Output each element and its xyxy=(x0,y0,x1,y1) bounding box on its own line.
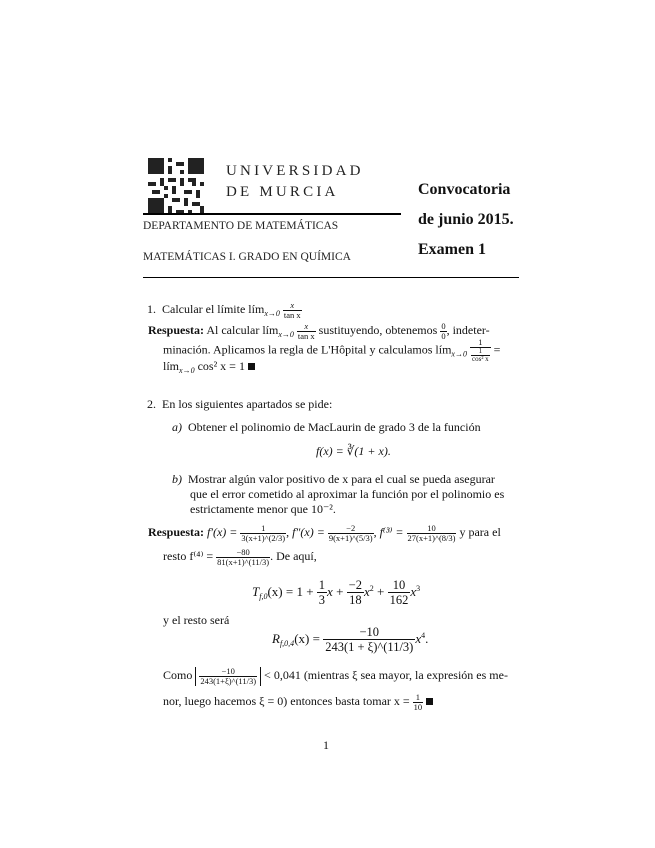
answer-label: Respuesta: xyxy=(148,323,204,338)
first-derivative: $\frac{1}{3(x+1)\^{}(2/3)}$ xyxy=(241,523,286,543)
fourth-derivative: $\frac{-80}{81(x+1)\^{}(11/3)}$ xyxy=(217,547,270,567)
problem-1-statement xyxy=(147,301,302,320)
answer-fraction: $\frac{x}{\text{tan x}}$ xyxy=(297,321,315,341)
university-name-line2: DE MURCIA xyxy=(226,184,339,200)
part-b-line2: que el error cometido al aproximar la función por el polinomio es xyxy=(190,487,505,501)
department-name: DEPARTAMENTO DE MATEMÁTICAS xyxy=(143,220,339,232)
problem-1-text: Calcular el límite lím xyxy=(162,302,265,317)
problem-2-intro: 2. En los siguientes apartados se pide: xyxy=(147,397,333,411)
part-b-label: b) xyxy=(172,472,182,486)
page-number: 1 xyxy=(323,738,329,752)
third-derivative: $\frac{10}{27(x+1)\^{}(8/3)}$ xyxy=(407,523,456,543)
qed-square-icon-2 xyxy=(426,698,433,705)
limit-subscript: x→0 xyxy=(264,309,280,319)
function-definition: f(x) = ∛(1 + x). xyxy=(316,444,391,458)
part-a: a) Obtener el polinomio de MacLaurin de grado 3 de la función xyxy=(172,420,481,434)
qed-square-icon xyxy=(248,363,255,370)
university-name-line1: UNIVERSIDAD xyxy=(226,163,364,179)
fourth-derivative-line: resto f⁽⁴⁾ = $\frac{-80}{81(x+1)\^{}(11/3)}$ . De aquí, xyxy=(163,547,317,567)
final-fraction: $\frac{1}{10}$ xyxy=(413,692,423,712)
remainder-intro: y el resto será xyxy=(163,613,230,627)
problem-1-answer-line1: Respuesta: Al calcular lím$_{x\to 0}$ $\frac{x}{\text{tan x}}$ sustituyendo, obtenemos $\frac{0}{0}$ , indeter- xyxy=(148,321,490,341)
exam-title: Examen 1 xyxy=(418,241,486,258)
taylor-polynomial: $T_{f,0}(x) = 1$ + $\frac{1}{3}$ x + $\frac{-2}{18}$ $x^2$ + $\frac{10}{162}$ $x^3$ xyxy=(252,578,421,608)
convocatoria-line1: Convocatoria xyxy=(418,181,511,198)
indeterminate-fraction: $\frac{0}{0}$ xyxy=(441,321,446,341)
part-b-line1: b) Mostrar algún valor positivo de x para el cual se pueda asegurar xyxy=(172,472,495,486)
final-line: nor, luego hacemos ξ = 0) entonces basta tomar x = $\frac{1}{10}$ xyxy=(163,693,433,712)
problem-1-answer-line3: lím$_{x\to 0}$ cos² x = 1 xyxy=(163,360,255,375)
header-bottom-rule xyxy=(143,277,519,278)
convocatoria-line2: de junio 2015. xyxy=(418,211,514,228)
absolute-value: $\frac{-10}{243(1+\xi)\^{}(11/3)}$ xyxy=(195,667,261,686)
problem-1-fraction: $\frac{x}{\text{tan x}}$ xyxy=(283,300,301,320)
problem-1-number: 1. xyxy=(147,302,156,317)
qr-code-logo-icon xyxy=(148,158,204,214)
bound-line: Como $\frac{-10}{243(1+\xi)\^{}(11/3)}$ < 0,041 (mientras ξ sea mayor, la expresión es me- xyxy=(163,666,508,686)
part-a-label: a) xyxy=(172,420,182,434)
second-derivative: $\frac{-2}{9(x+1)\^{}(5/3)}$ xyxy=(328,523,373,543)
problem-1-answer-line2: minación. Aplicamos la regla de L'Hôpital y calculamos lím$_{x\to 0}$ $\frac{1}{\frac{1}{\text{cos² x}}}$ = xyxy=(163,337,501,364)
answer-label-2: Respuesta: xyxy=(148,525,204,540)
problem-2-number: 2. xyxy=(147,397,156,411)
lhopital-fraction: $\frac{1}{\frac{1}{\text{cos² x}}}$ xyxy=(471,337,489,364)
derivatives-line: Respuesta: f′(x) = $\frac{1}{3(x+1)\^{}(2/3)}$ , f″(x) = $\frac{-2}{9(x+1)\^{}(5/3)}$ , f⁽³⁾ = $\frac{10}{27(x+1)\^{}(8/3)}$ y para el xyxy=(148,523,501,543)
part-b-line3: estrictamente menor que 10⁻². xyxy=(190,502,336,516)
course-name: MATEMÁTICAS I. GRADO EN QUÍMICA xyxy=(143,251,351,263)
remainder-formula: $R_{f,0,4}(x)$ = $\frac{-10}{243(1 + \xi)\^{}(11/3)}$ $x^4$. xyxy=(272,625,429,655)
header-divider xyxy=(143,213,401,215)
